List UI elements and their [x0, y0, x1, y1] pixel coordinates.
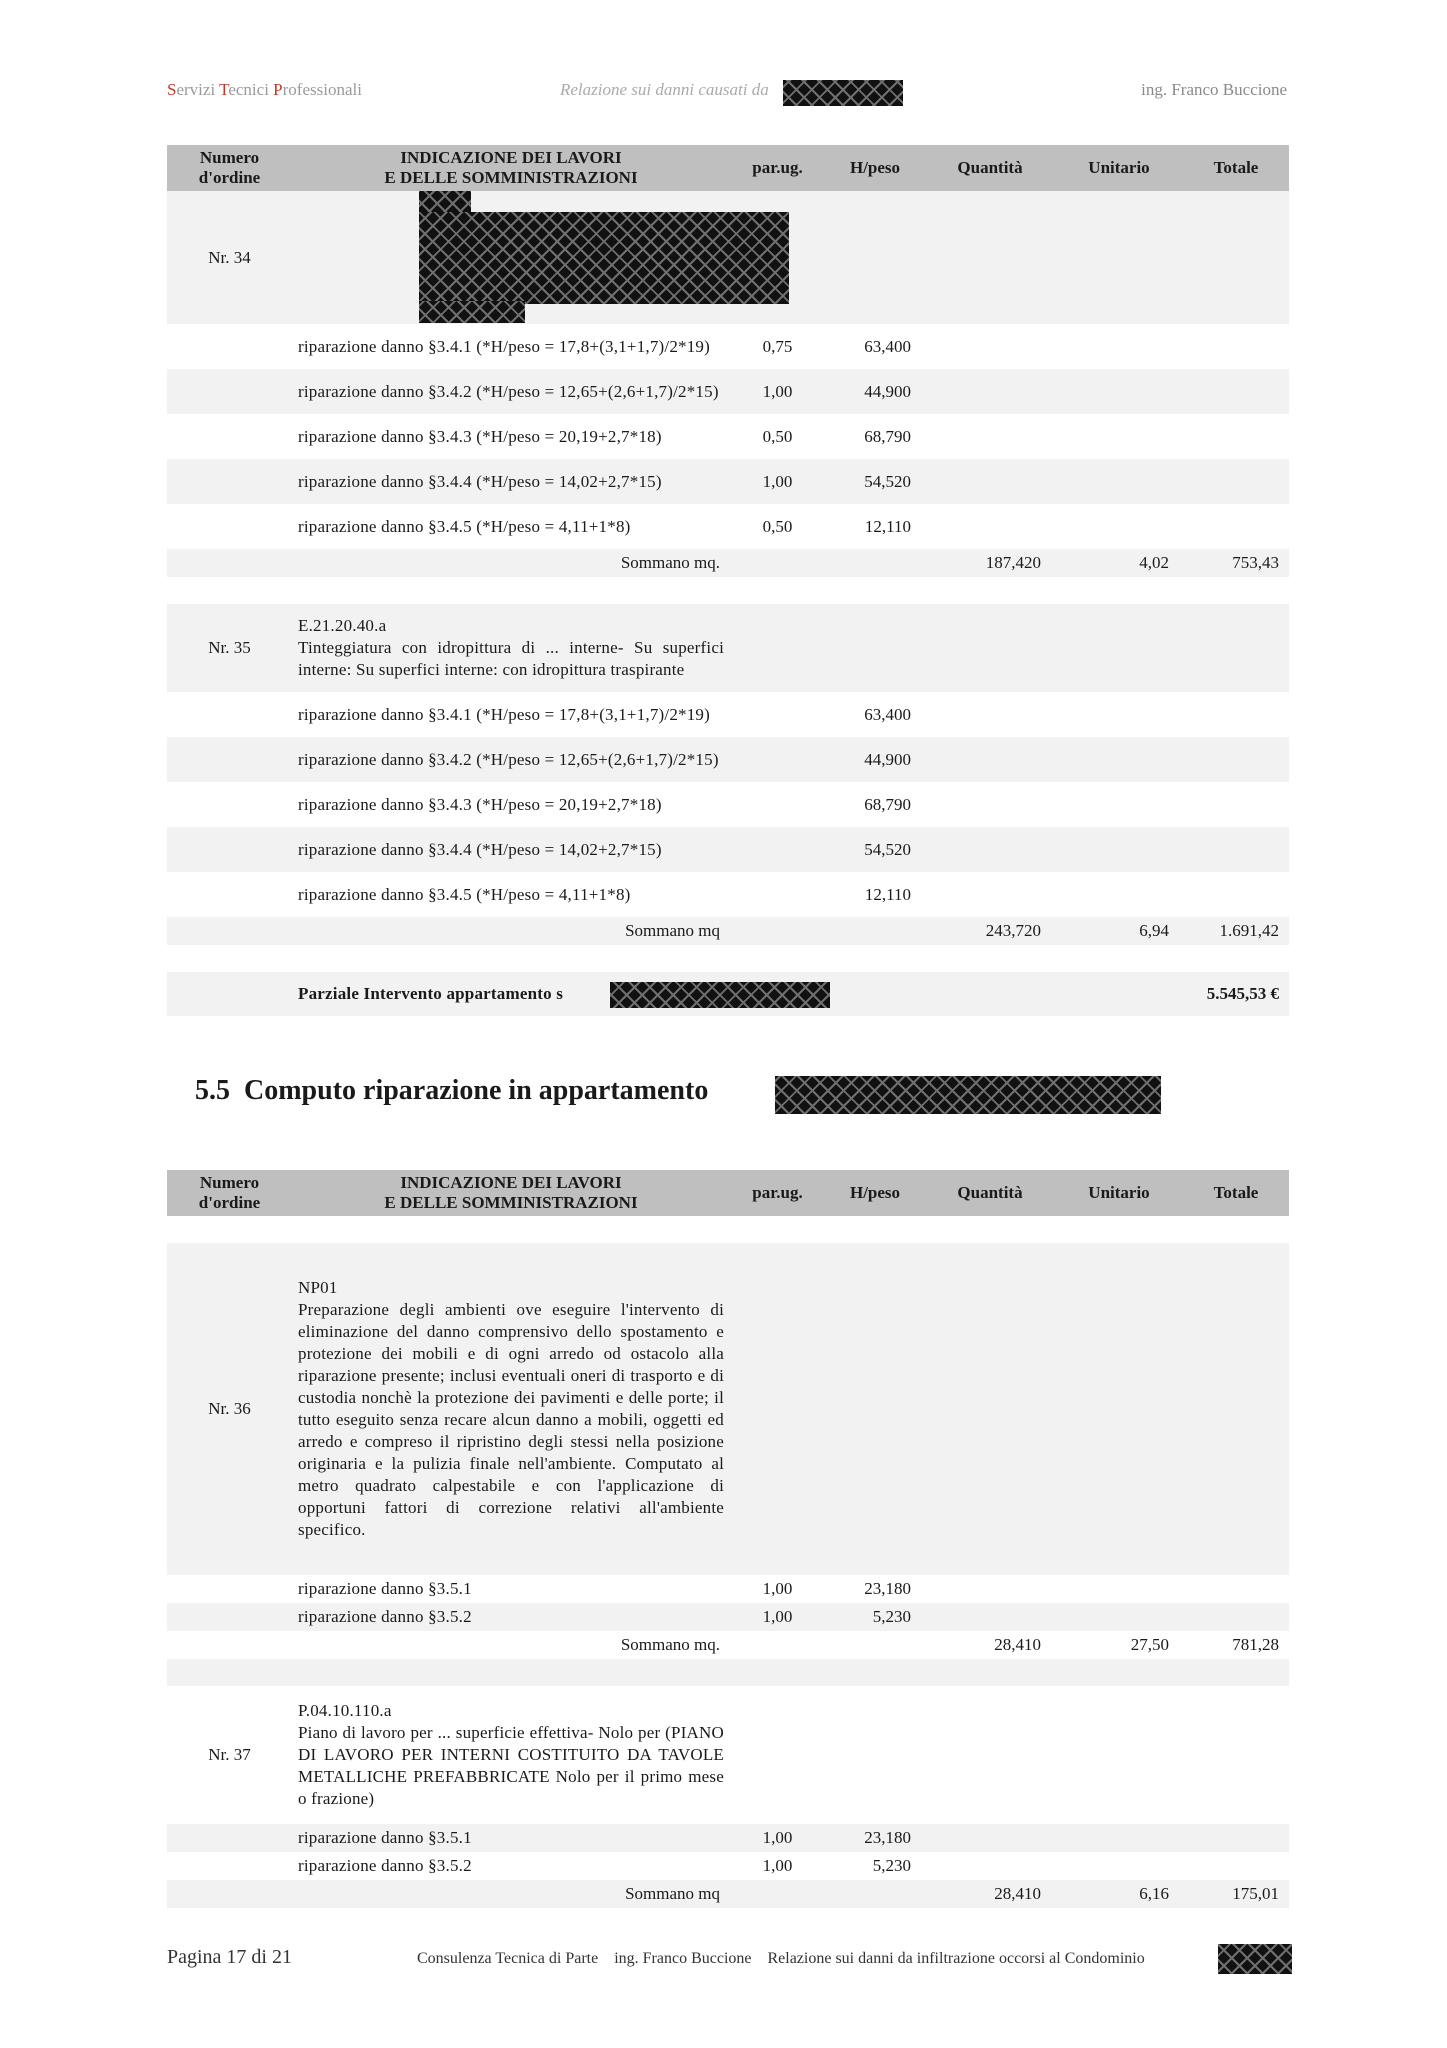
item-number: Nr. 37	[167, 1686, 292, 1824]
table-row: riparazione danno §3.4.1 (*H/peso = 17,8+(3,1+1,7)/2*19) 63,400	[167, 692, 1289, 737]
sum-row: Sommano mq. 187,420 4,02 753,43	[167, 549, 1289, 577]
redacted-block	[610, 982, 830, 1008]
table-row: riparazione danno §3.5.1 1,00 23,180	[167, 1824, 1289, 1852]
table-header	[167, 145, 1289, 191]
table-header	[167, 1170, 1289, 1216]
header-company: Servizi Tecnici Professionali	[167, 80, 362, 99]
col-hpeso: H/peso	[825, 1170, 925, 1216]
col-parug: par.ug.	[730, 1170, 825, 1216]
sum-row: Sommano mq. 28,410 27,50 781,28	[167, 1631, 1289, 1659]
computo-table-2	[167, 1170, 1289, 1908]
header-title: Relazione sui danni causati da	[560, 80, 769, 99]
col-indicazione: INDICAZIONE DEI LAVORI E DELLE SOMMINISTRAZIONI	[292, 145, 730, 191]
sum-row: Sommano mq 28,410 6,16 175,01	[167, 1880, 1289, 1908]
item-description: P.04.10.110.a Piano di lavoro per ... superficie effettiva- Nolo per (PIANO DI LAVORO PER INTERNI COSTITUITO DA TAVOLE METALLICHE PREFABBRICATE Nolo per il primo mese o frazione)	[292, 1686, 730, 1824]
header-author: ing. Franco Buccione	[1141, 80, 1287, 99]
col-quantita: Quantità	[925, 145, 1055, 191]
partial-total-row	[167, 972, 1289, 1016]
section-heading: 5.5 Computo riparazione in appartamento	[195, 1075, 709, 1106]
partial-label: Parziale Intervento appartamento s	[298, 984, 564, 1003]
col-unitario: Unitario	[1055, 145, 1183, 191]
table-row: riparazione danno §3.4.2 (*H/peso = 12,65+(2,6+1,7)/2*15) 1,00 44,900	[167, 369, 1289, 414]
table-row: riparazione danno §3.4.5 (*H/peso = 4,11+1*8) 12,110	[167, 872, 1289, 917]
table-row: riparazione danno §3.4.5 (*H/peso = 4,11+1*8) 0,50 12,110	[167, 504, 1289, 549]
table-row: riparazione danno §3.5.2 1,00 5,230	[167, 1852, 1289, 1880]
col-totale: Totale	[1183, 1170, 1289, 1216]
partial-total: 5.545,53 €	[1183, 972, 1289, 1016]
table-row	[167, 604, 1289, 692]
redacted-block	[775, 1076, 1161, 1114]
computo-table-1	[167, 145, 1289, 1016]
table-row: riparazione danno §3.4.1 (*H/peso = 17,8+(3,1+1,7)/2*19) 0,75 63,400	[167, 324, 1289, 369]
table-row	[167, 191, 1289, 324]
col-parug: par.ug.	[730, 145, 825, 191]
table-row: riparazione danno §3.4.3 (*H/peso = 20,19+2,7*18) 0,50 68,790	[167, 414, 1289, 459]
col-numero: Numero d'ordine	[167, 1170, 292, 1216]
table-row: riparazione danno §3.4.3 (*H/peso = 20,19+2,7*18) 68,790	[167, 782, 1289, 827]
table-row: riparazione danno §3.4.4 (*H/peso = 14,02+2,7*15) 54,520	[167, 827, 1289, 872]
col-indicazione: INDICAZIONE DEI LAVORI E DELLE SOMMINISTRAZIONI	[292, 1170, 730, 1216]
table-row	[167, 1686, 1289, 1824]
col-quantita: Quantità	[925, 1170, 1055, 1216]
page-number: Pagina 17 di 21	[167, 1946, 292, 1968]
col-totale: Totale	[1183, 145, 1289, 191]
col-unitario: Unitario	[1055, 1170, 1183, 1216]
col-hpeso: H/peso	[825, 145, 925, 191]
redacted-block	[419, 301, 525, 323]
table-row: riparazione danno §3.4.4 (*H/peso = 14,02+2,7*15) 1,00 54,520	[167, 459, 1289, 504]
redacted-block	[783, 80, 903, 106]
item-number: Nr. 36	[167, 1243, 292, 1575]
item-description: E.21.20.40.a Tinteggiatura con idropittura di ... interne- Su superfici interne: Su superfici interne: con idropittura traspirante	[292, 604, 730, 692]
table-row: riparazione danno §3.5.1 1,00 23,180	[167, 1575, 1289, 1603]
col-numero: Numero d'ordine	[167, 145, 292, 191]
item-number: Nr. 34	[167, 191, 292, 324]
item-description	[292, 191, 730, 324]
sum-row: Sommano mq 243,720 6,94 1.691,42	[167, 917, 1289, 945]
item-description: NP01 Preparazione degli ambienti ove eseguire l'intervento di eliminazione del danno comprensivo dello spostamento e protezione dei mobili e di ogni arredo od ostacolo alla riparazione presente; inclusi eventuali oneri di trasporto e di custodia nonchè la protezione dei pavimenti e delle porte; il tutto eseguito senza recare alcun danno a mobili, oggetti ed arredo e compreso il ripristino degli stessi nella posizione originaria e la pulizia finale nell'ambiente. Computato al metro quadrato calpestabile e con l'applicazione di opportuni fattori di correzione relativi all'ambiente specifico.	[292, 1243, 730, 1575]
redacted-block	[1218, 1944, 1292, 1974]
footer-text: Consulenza Tecnica di Parte ing. Franco Buccione Relazione sui danni da infiltrazione occorsi al Condominio	[417, 1950, 1145, 1967]
item-number: Nr. 35	[167, 604, 292, 692]
table-row: riparazione danno §3.5.2 1,00 5,230	[167, 1603, 1289, 1631]
table-row: riparazione danno §3.4.2 (*H/peso = 12,65+(2,6+1,7)/2*15) 44,900	[167, 737, 1289, 782]
redacted-block	[419, 212, 789, 304]
table-row	[167, 1243, 1289, 1575]
